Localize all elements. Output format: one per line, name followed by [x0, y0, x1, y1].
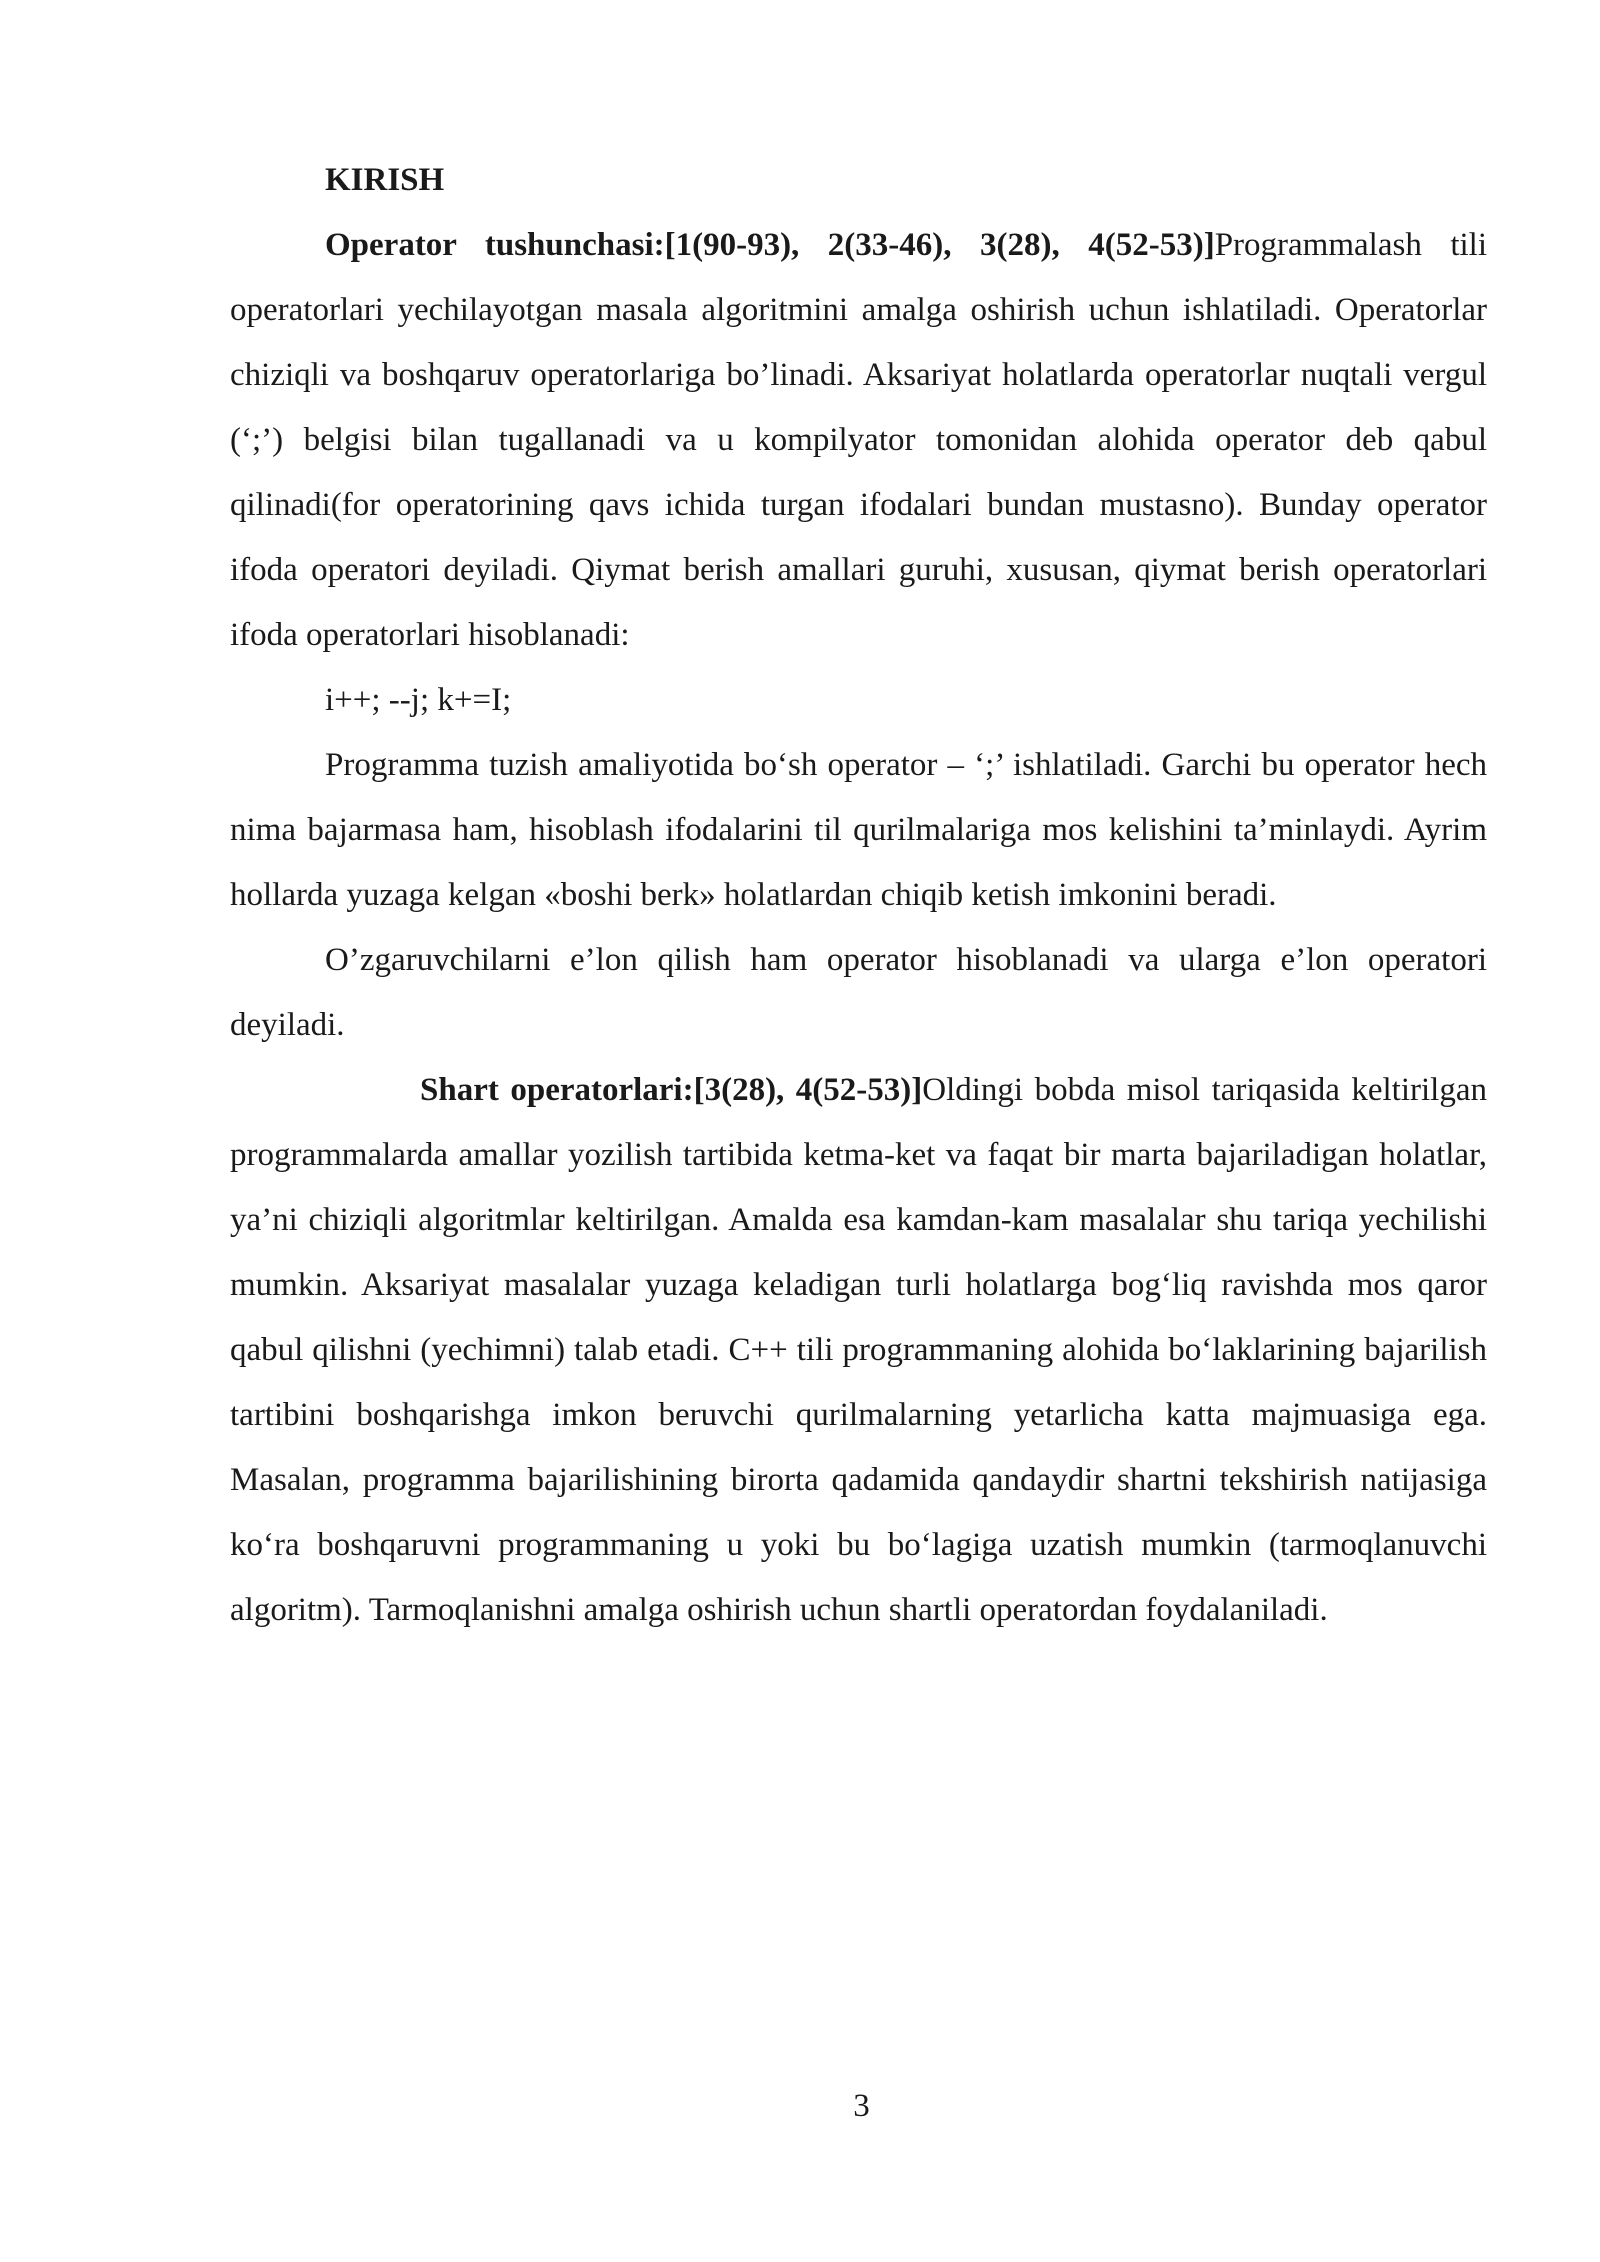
paragraph-text: Programmalash tili operatorlari yechilayotgan masala algoritmini amalga oshirish uchun ishlatiladi. Operatorlar chiziqli va boshqaruv operatorlariga bo’linadi. Aksariyat holatlarda operatorlar nuqtali vergul (‘;’) belgisi bilan tugallanadi va u kompilyator tomonidan alohida operator deb qabul qilinadi(for operatorining qavs ichida turgan ifodalari bundan mustasno). Bunday operator ifoda operatori deyiladi. Qiymat berish amallari guruhi, xususan, qiymat berish operatorlari ifoda operatorlari hisoblanadi:	[230, 227, 1487, 653]
page-number: 3	[853, 2088, 870, 2124]
paragraph-declaration-operator: O’zgaruvchilarni e’lon qilish ham operator hisoblanadi va ularga e’lon operatori deyiladi.	[230, 942, 1487, 1043]
code-example: i++; --j; k+=I;	[325, 682, 512, 718]
paragraph-bold-lead: Shart operatorlari:[3(28), 4(52-53)]	[420, 1072, 923, 1108]
paragraph-conditional-operators	[230, 1058, 1487, 1643]
paragraph-operator-concept	[230, 213, 1487, 668]
paragraph-empty-operator: Programma tuzish amaliyotida bo‘sh operator – ‘;’ ishlatiladi. Garchi bu operator hech nima bajarmasa ham, hisoblash ifodalarini til qurilmalariga mos kelishini ta’minlaydi. Ayrim hollarda yuzaga kelgan «boshi berk» holatlardan chiqib ketish imkonini beradi.	[230, 747, 1487, 913]
paragraph-text: Oldingi bobda misol tariqasida keltirilgan programmalarda amallar yozilish tartibida ketma-ket va faqat bir marta bajariladigan holatlar, ya’ni chiziqli algoritmlar keltirilgan. Amalda esa kamdan-kam masalalar shu tariqa yechilishi mumkin. Aksariyat masalalar yuzaga keladigan turli holatlarga bog‘liq ravishda mos qaror qabul qilishni (yechimni) talab etadi. C++ tili programmaning alohida bo‘laklarining bajarilish tartibini boshqarishga imkon beruvchi qurilmalarning yetarlicha katta majmuasiga ega. Masalan, programma bajarilishining birorta qadamida qandaydir shartni tekshirish natijasiga ko‘ra boshqaruvni programmaning u yoki bu bo‘lagiga uzatish mumkin (tarmoqlanuvchi algoritm). Tarmoqlanishni amalga oshirish uchun shartli operatordan foydalaniladi.	[230, 1072, 1487, 1628]
paragraph-bold-lead: Operator tushunchasi:[1(90-93), 2(33-46), 3(28), 4(52-53)]	[325, 227, 1215, 263]
section-heading: KIRISH	[325, 162, 445, 198]
document-body	[230, 148, 1487, 1643]
